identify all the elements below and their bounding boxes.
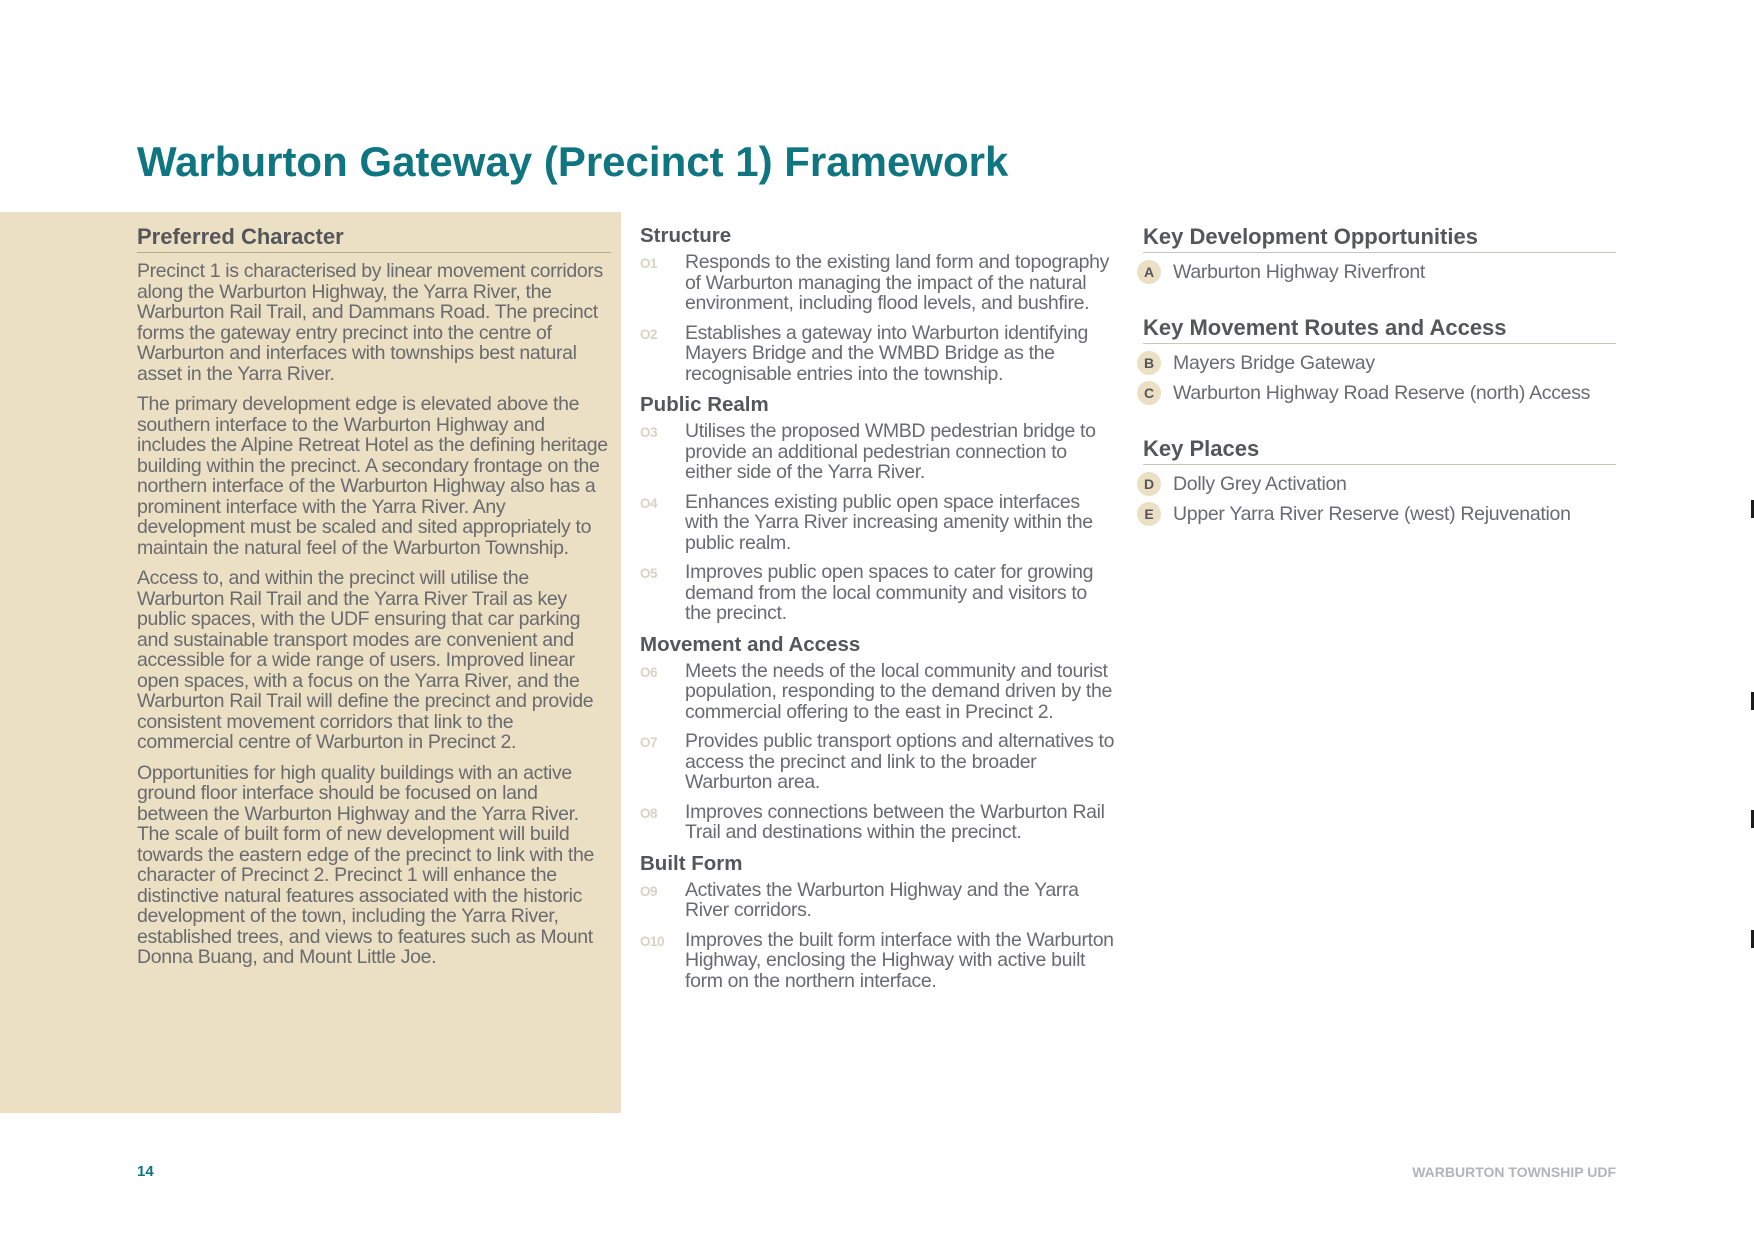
key-movement-routes	[1143, 315, 1616, 408]
objective-number: O10	[640, 933, 665, 949]
objective-text: Establishes a gateway into Warburton identifying Mayers Bridge and the WMBD Bridge as the recognisable entries into the township.	[685, 321, 1089, 385]
preferred-character-paragraph: Access to, and within the precinct will utilise the Warburton Rail Trail and the Yarra River Trail as key public spaces, with the UDF ensuring that car parking and sustainable transport modes are convenient and accessible for a wide range of users. Improved linear open spaces, with a focus on the Yarra River, and the Warburton Rail Trail will define the precinct and provide consistent movement corridors that link to the commercial centre of Warburton in Precinct 2.	[137, 567, 594, 753]
objective-item	[640, 661, 1115, 723]
objective-number: O1	[640, 256, 658, 271]
structure-heading: Structure	[640, 224, 732, 247]
public-realm-list	[640, 421, 1115, 624]
letter-badge: E	[1137, 502, 1161, 526]
objective-text: Meets the needs of the local community and tourist population, responding to the demand driven by the commercial offering to the east in Precinct 2.	[685, 659, 1112, 723]
key-item	[1143, 378, 1616, 408]
key-movement-heading: Key Movement Routes and Access	[1143, 315, 1616, 344]
objective-item	[640, 323, 1115, 385]
objective-item	[640, 880, 1115, 921]
key-item	[1143, 348, 1616, 378]
letter-badge: C	[1137, 381, 1161, 405]
objective-text: Activates the Warburton Highway and the Yarra River corridors.	[685, 878, 1079, 921]
key-lists-column	[1143, 224, 1616, 529]
footer-document-title: WARBURTON TOWNSHIP UDF	[1412, 1164, 1616, 1180]
objective-text: Enhances existing public open space interfaces with the Yarra River increasing amenity within the public realm.	[685, 490, 1093, 554]
preferred-character-paragraph: Precinct 1 is characterised by linear movement corridors along the Warburton Highway, the Yarra River, the Warburton Rail Trail, and Dammans Road. The precinct forms the gateway entry precinct into the centre of Warburton and interfaces with townships best natural asset in the Yarra River.	[137, 260, 603, 385]
key-item-text: Mayers Bridge Gateway	[1173, 351, 1375, 374]
movement-and-access-list	[640, 661, 1115, 843]
objective-number: O9	[640, 883, 658, 899]
objective-number: O4	[640, 495, 658, 511]
key-development-opportunities	[1143, 224, 1616, 287]
preferred-character-heading: Preferred Character	[137, 224, 611, 253]
movement-and-access-heading: Movement and Access	[640, 632, 861, 656]
preferred-character-paragraph: The primary development edge is elevated above the southern interface to the Warburton Highway and includes the Alpine Retreat Hotel as the defining heritage building within the precinct. A secondary frontage on the northern interface of the Warburton Highway also has a prominent interface with the Yarra River. Any development must be scaled and sited appropriately to maintain the natural feel of the Warburton Township.	[137, 393, 608, 559]
objective-item	[640, 930, 1115, 992]
objective-text: Improves public open spaces to cater for growing demand from the local community and visitors to the precinct.	[685, 561, 1094, 624]
key-item-text: Warburton Highway Road Reserve (north) Access	[1173, 381, 1591, 404]
objective-item	[640, 731, 1115, 793]
objective-text: Improves connections between the Warburton Rail Trail and destinations within the precinct.	[685, 800, 1105, 843]
objective-text: Utilises the proposed WMBD pedestrian bridge to provide an additional pedestrian connection to either side of the Yarra River.	[685, 420, 1096, 483]
key-item	[1143, 257, 1616, 287]
public-realm-heading: Public Realm	[640, 393, 769, 416]
preferred-character-paragraph: Opportunities for high quality buildings with an active ground floor interface should be focused on land between the Warburton Highway and the Yarra River. The scale of built form of new development will build towards the eastern edge of the precinct to link with the character of Precinct 2. Precinct 1 will enhance the distinctive natural features associated with the historic development of the town, including the Yarra River, established trees, and views to features such as Mount Donna Buang, and Mount Little Joe.	[137, 761, 594, 968]
objective-number: O3	[640, 425, 658, 440]
built-form-list	[640, 880, 1115, 992]
key-places	[1143, 436, 1616, 529]
objective-text: Improves the built form interface with the Warburton Highway, enclosing the Highway with active built form on the northern interface.	[685, 928, 1114, 992]
objective-text: Provides public transport options and alternatives to access the precinct and link to the broader Warburton area.	[685, 730, 1115, 793]
key-places-heading: Key Places	[1143, 436, 1616, 465]
letter-badge: B	[1137, 351, 1161, 375]
objective-number: O6	[640, 664, 658, 680]
key-item-text: Warburton Highway Riverfront	[1173, 260, 1426, 283]
objective-number: O5	[640, 566, 658, 581]
structure-list	[640, 252, 1115, 384]
objective-number: O2	[640, 326, 658, 342]
key-item	[1143, 469, 1616, 499]
letter-badge: A	[1137, 260, 1161, 284]
key-places-list	[1143, 469, 1616, 529]
preferred-character-column	[137, 224, 611, 968]
framework-objectives-column	[640, 224, 1115, 1000]
objective-item	[640, 252, 1115, 314]
built-form-heading: Built Form	[640, 851, 743, 875]
key-movement-list	[1143, 348, 1616, 408]
page-number: 14	[137, 1163, 154, 1180]
key-item-text: Upper Yarra River Reserve (west) Rejuvenation	[1173, 502, 1571, 525]
objective-number: O7	[640, 735, 658, 750]
objective-text: Responds to the existing land form and topography of Warburton managing the impact of the natural environment, including flood levels, and bushfire.	[685, 251, 1110, 314]
key-development-heading: Key Development Opportunities	[1143, 224, 1616, 253]
objective-item	[640, 802, 1115, 843]
page-title: Warburton Gateway (Precinct 1) Framework	[137, 138, 1009, 185]
objective-number: O8	[640, 805, 658, 821]
objective-item	[640, 421, 1115, 483]
key-item-text: Dolly Grey Activation	[1173, 472, 1347, 495]
key-development-list	[1143, 257, 1616, 287]
key-item	[1143, 499, 1616, 529]
objective-item	[640, 562, 1115, 624]
letter-badge: D	[1137, 472, 1161, 496]
objective-item	[640, 492, 1115, 554]
